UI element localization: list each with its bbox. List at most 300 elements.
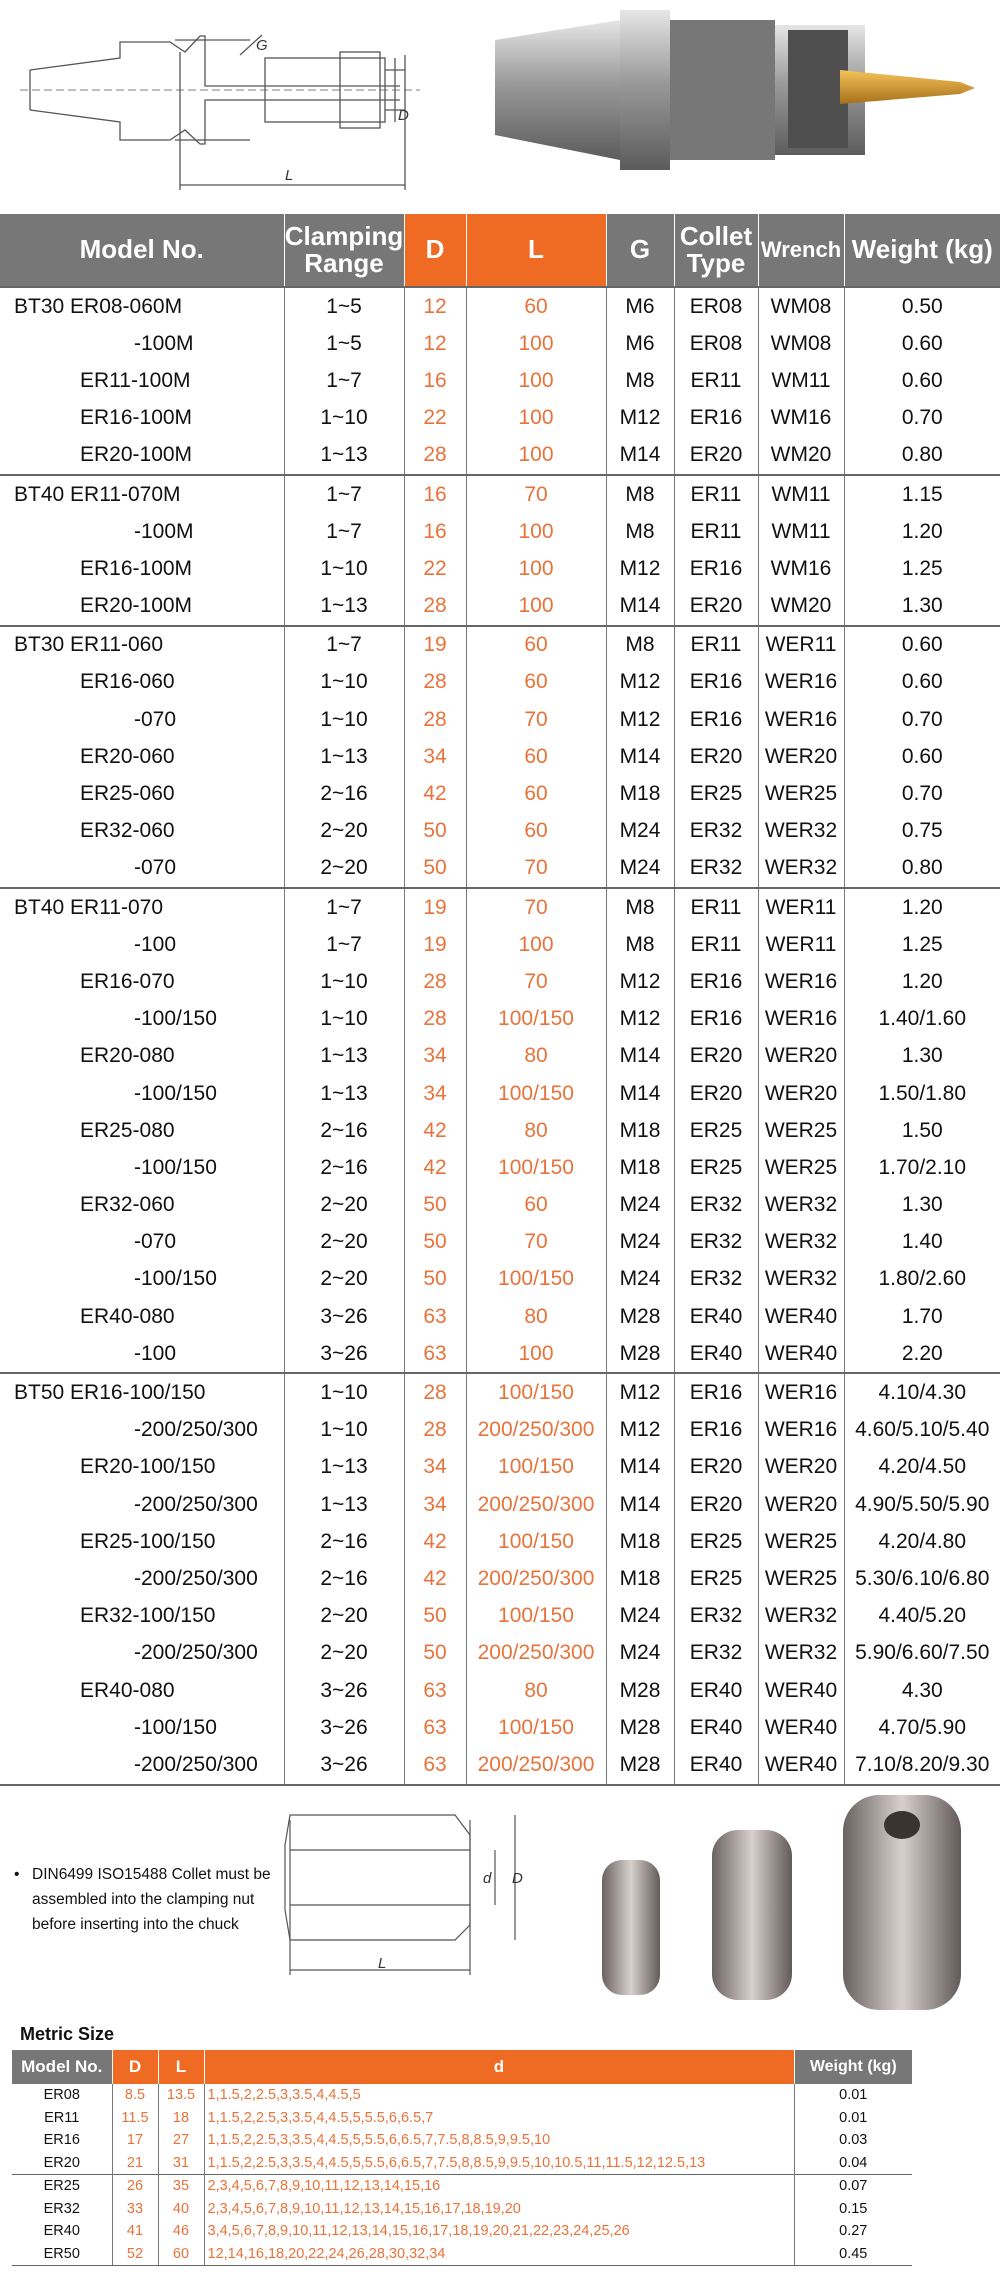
- metric-L-cell: 31: [158, 2152, 204, 2175]
- metric-col-d: d: [204, 2050, 794, 2084]
- g-cell: M28: [606, 1672, 674, 1709]
- weight-cell: 0.50: [844, 287, 1000, 325]
- d-cell: 63: [404, 1672, 466, 1709]
- g-cell: M8: [606, 362, 674, 399]
- g-cell: M24: [606, 1187, 674, 1224]
- g-cell: M24: [606, 813, 674, 850]
- g-cell: M24: [606, 1261, 674, 1298]
- clamping-range-cell: 3~26: [284, 1335, 404, 1373]
- model: -200/250/300: [0, 1635, 284, 1672]
- weight-cell: 5.30/6.10/6.80: [855, 1566, 990, 1590]
- clamping-range-cell: 1~5: [284, 287, 404, 325]
- wrench-cell: WER25: [758, 1149, 844, 1186]
- wrench-cell: WER25: [758, 775, 844, 812]
- collet-cell: ER32: [674, 1635, 758, 1672]
- clamping-range-cell: 2~16: [284, 775, 404, 812]
- model: ER40-080: [0, 1298, 284, 1335]
- collet-cell: ER08: [674, 325, 758, 362]
- d-cell: 28: [404, 701, 466, 738]
- weight-cell: 1.25: [901, 932, 943, 956]
- d-cell: 63: [404, 1746, 466, 1784]
- metric-row: [12, 2243, 912, 2266]
- model: BT40 ER11-070: [0, 888, 284, 926]
- l-cell: 60: [466, 738, 606, 775]
- d-cell: 28: [404, 1373, 466, 1411]
- metric-size-table: [12, 2050, 912, 2266]
- metric-row: [12, 2198, 912, 2221]
- l-cell: 100/150: [466, 1001, 606, 1038]
- collet-cell: ER20: [674, 437, 758, 475]
- metric-d-cell: 1,1.5,2,2.5,3,3.5,4,4.5,5: [204, 2084, 794, 2107]
- collet-cell: ER40: [674, 1746, 758, 1784]
- wrench-cell: WER32: [758, 1261, 844, 1298]
- weight-cell: 5.90/6.60/7.50: [855, 1641, 990, 1665]
- table-row: [0, 1598, 1000, 1635]
- table-row: [0, 550, 1000, 587]
- g-cell: M28: [606, 1746, 674, 1784]
- table-row: [0, 1038, 1000, 1075]
- weight-cell: 0.60: [901, 670, 943, 694]
- g-cell: M12: [606, 1001, 674, 1038]
- d-cell: 50: [404, 1598, 466, 1635]
- weight-cell: 1.30: [901, 1193, 943, 1217]
- table-row: [0, 287, 1000, 325]
- d-cell: 16: [404, 475, 466, 513]
- table-row: [0, 926, 1000, 963]
- d-cell: 42: [404, 1560, 466, 1597]
- metric-model-cell: ER32: [12, 2198, 112, 2221]
- g-cell: M24: [606, 850, 674, 888]
- l-cell: 60: [466, 1187, 606, 1224]
- chuck-drawing: [0, 0, 1000, 212]
- d-cell: 12: [404, 287, 466, 325]
- g-cell: M14: [606, 1486, 674, 1523]
- g-cell: M24: [606, 1598, 674, 1635]
- clamping-range-cell: 1~7: [284, 888, 404, 926]
- col-clamping-label-1: Clamping: [284, 220, 404, 251]
- wrench-cell: WER32: [758, 1224, 844, 1261]
- table-header-row: [0, 214, 1000, 287]
- wrench-cell: WER40: [758, 1746, 844, 1784]
- g-cell: M24: [606, 1224, 674, 1261]
- weight-cell: 0.60: [901, 368, 943, 392]
- l-cell: 70: [466, 701, 606, 738]
- model: -200/250/300: [0, 1746, 284, 1784]
- metric-model-cell: ER16: [12, 2129, 112, 2152]
- metric-L-cell: 40: [158, 2198, 204, 2221]
- metric-L-cell: 13.5: [158, 2084, 204, 2107]
- drawing-label-g: G: [256, 37, 268, 54]
- collet-cell: ER16: [674, 1412, 758, 1449]
- l-cell: 100: [466, 437, 606, 475]
- wrench-cell: WM11: [758, 362, 844, 399]
- col-wrench: Wrench: [758, 214, 844, 287]
- header-illustrations: [0, 0, 1000, 212]
- clamping-range-cell: 2~20: [284, 813, 404, 850]
- table-row: [0, 1187, 1000, 1224]
- table-row: [0, 813, 1000, 850]
- model: -100/150: [0, 1149, 284, 1186]
- weight-cell: 1.20: [901, 519, 943, 543]
- g-cell: M8: [606, 888, 674, 926]
- wrench-cell: WM16: [758, 400, 844, 437]
- clamping-range-cell: 1~10: [284, 400, 404, 437]
- weight-cell: 4.10/4.30: [844, 1373, 1000, 1411]
- metric-weight-cell: 0.15: [839, 2200, 868, 2217]
- wrench-cell: WER20: [758, 1486, 844, 1523]
- model: ER16-070: [0, 963, 284, 1000]
- weight-cell: 1.30: [901, 594, 943, 618]
- table-row: [0, 888, 1000, 926]
- weight-cell: 0.60: [901, 331, 943, 355]
- d-cell: 63: [404, 1298, 466, 1335]
- clamping-range-cell: 1~10: [284, 1412, 404, 1449]
- l-cell: 200/250/300: [466, 1746, 606, 1784]
- model: -100/150: [0, 1001, 284, 1038]
- weight-cell: 1.70: [901, 1304, 943, 1328]
- wrench-cell: WER40: [758, 1335, 844, 1373]
- clamping-range-cell: 1~7: [284, 475, 404, 513]
- weight-cell: 0.75: [901, 819, 943, 843]
- wrench-cell: WER16: [758, 701, 844, 738]
- g-cell: M14: [606, 588, 674, 626]
- table-row: [0, 1523, 1000, 1560]
- table-row: [0, 1412, 1000, 1449]
- g-cell: M28: [606, 1335, 674, 1373]
- l-cell: 80: [466, 1298, 606, 1335]
- g-cell: M12: [606, 1373, 674, 1411]
- col-collet-label-1: Collet: [679, 220, 753, 251]
- metric-L-cell: 60: [158, 2243, 204, 2266]
- model: ER16-100M: [0, 400, 284, 437]
- metric-d-cell: 2,3,4,5,6,7,8,9,10,11,12,13,14,15,16: [204, 2175, 794, 2198]
- wrench-cell: WER20: [758, 1075, 844, 1112]
- weight-cell: 0.70: [901, 406, 943, 430]
- metric-weight-cell: 0.03: [839, 2132, 868, 2149]
- d-cell: 34: [404, 738, 466, 775]
- table-row: [0, 437, 1000, 475]
- metric-row: [12, 2152, 912, 2175]
- clamping-range-cell: 1~13: [284, 1449, 404, 1486]
- d-cell: 34: [404, 1038, 466, 1075]
- g-cell: M28: [606, 1709, 674, 1746]
- l-cell: 80: [466, 1112, 606, 1149]
- clamping-range-cell: 1~10: [284, 550, 404, 587]
- d-cell: 12: [404, 325, 466, 362]
- metric-D-cell: 26: [112, 2175, 158, 2198]
- l-cell: 100: [466, 550, 606, 587]
- col-collet-type: [674, 214, 758, 287]
- collet-cell: ER20: [674, 1449, 758, 1486]
- weight-cell: 1.40/1.60: [878, 1007, 967, 1031]
- collet-note: [14, 1862, 294, 1937]
- collet-label-D: D: [512, 1870, 523, 1887]
- model: -100/150: [0, 1261, 284, 1298]
- table-row: [0, 850, 1000, 888]
- collet-cell: ER25: [674, 1112, 758, 1149]
- collet-cell: ER25: [674, 1560, 758, 1597]
- model: -200/250/300: [0, 1560, 284, 1597]
- collet-cell: ER20: [674, 588, 758, 626]
- clamping-range-cell: 2~16: [284, 1560, 404, 1597]
- metric-d-cell: 12,14,16,18,20,22,24,26,28,30,32,34: [204, 2243, 794, 2266]
- d-cell: 19: [404, 626, 466, 664]
- metric-weight-cell: 0.01: [839, 2087, 868, 2104]
- clamping-range-cell: 1~10: [284, 664, 404, 701]
- clamping-range-cell: 1~10: [284, 1373, 404, 1411]
- metric-L-cell: 46: [158, 2220, 204, 2243]
- drawing-label-l: L: [285, 167, 294, 184]
- g-cell: M8: [606, 513, 674, 550]
- g-cell: M18: [606, 1523, 674, 1560]
- collet-cell: ER16: [674, 550, 758, 587]
- g-cell: M14: [606, 738, 674, 775]
- clamping-range-cell: 1~13: [284, 738, 404, 775]
- d-cell: 16: [404, 513, 466, 550]
- g-cell: M12: [606, 963, 674, 1000]
- metric-weight-cell: 0.27: [839, 2223, 868, 2240]
- metric-D-cell: 52: [112, 2243, 158, 2266]
- col-d: D: [404, 214, 466, 287]
- table-row: [0, 475, 1000, 513]
- metric-col-model: Model No.: [12, 2050, 112, 2084]
- clamping-range-cell: 2~16: [284, 1523, 404, 1560]
- l-cell: 70: [466, 888, 606, 926]
- d-cell: 19: [404, 926, 466, 963]
- collet-cell: ER32: [674, 1187, 758, 1224]
- wrench-cell: WER20: [758, 1449, 844, 1486]
- model: ER20-080: [0, 1038, 284, 1075]
- table-row: [0, 775, 1000, 812]
- metric-row: [12, 2084, 912, 2107]
- g-cell: M6: [606, 287, 674, 325]
- l-cell: 200/250/300: [466, 1412, 606, 1449]
- metric-L-cell: 35: [158, 2175, 204, 2198]
- collet-cell: ER20: [674, 1038, 758, 1075]
- d-cell: 19: [404, 888, 466, 926]
- table-row: [0, 701, 1000, 738]
- model: ER40-080: [0, 1672, 284, 1709]
- table-row: [0, 738, 1000, 775]
- collet-photos: [602, 1795, 961, 2010]
- metric-model-cell: ER40: [12, 2220, 112, 2243]
- metric-d-cell: 1,1.5,2,2.5,3,3.5,4,4.5,5,5.5,6,6.5,7,7.5,8,8.5,9,9.5,10,10.5,11,11.5,12,12.5,13: [204, 2152, 794, 2175]
- wrench-cell: WER16: [758, 1373, 844, 1411]
- clamping-range-cell: 3~26: [284, 1672, 404, 1709]
- collet-cell: ER16: [674, 664, 758, 701]
- metric-d-cell: 2,3,4,5,6,7,8,9,10,11,12,13,14,15,16,17,18,19,20: [204, 2198, 794, 2221]
- table-row: [0, 1635, 1000, 1672]
- metric-model-cell: ER20: [12, 2152, 112, 2175]
- l-cell: 60: [466, 813, 606, 850]
- weight-cell: 4.70/5.90: [878, 1715, 967, 1739]
- clamping-range-cell: 1~10: [284, 963, 404, 1000]
- metric-weight-cell: 0.01: [839, 2109, 868, 2126]
- g-cell: M18: [606, 1112, 674, 1149]
- g-cell: M14: [606, 1038, 674, 1075]
- weight-cell: 1.70/2.10: [878, 1155, 967, 1179]
- l-cell: 100: [466, 400, 606, 437]
- d-cell: 42: [404, 1112, 466, 1149]
- d-cell: 50: [404, 1187, 466, 1224]
- table-row: [0, 1672, 1000, 1709]
- model: ER25-100/150: [0, 1523, 284, 1560]
- table-row: [0, 325, 1000, 362]
- g-cell: M14: [606, 437, 674, 475]
- wrench-cell: WM20: [758, 588, 844, 626]
- weight-cell: 4.60/5.10/5.40: [855, 1418, 990, 1442]
- l-cell: 100: [466, 513, 606, 550]
- weight-cell: 0.60: [901, 744, 943, 768]
- clamping-range-cell: 2~16: [284, 1112, 404, 1149]
- l-cell: 80: [466, 1038, 606, 1075]
- model: ER16-060: [0, 664, 284, 701]
- table-row: [0, 1149, 1000, 1186]
- metric-col-L: L: [158, 2050, 204, 2084]
- wrench-cell: WER11: [758, 926, 844, 963]
- table-row: [0, 1335, 1000, 1373]
- col-g: G: [606, 214, 674, 287]
- collet-cell: ER16: [674, 400, 758, 437]
- metric-D-cell: 11.5: [112, 2107, 158, 2130]
- table-row: [0, 1224, 1000, 1261]
- collet-cell: ER32: [674, 1224, 758, 1261]
- g-cell: M12: [606, 1412, 674, 1449]
- metric-D-cell: 21: [112, 2152, 158, 2175]
- model: -200/250/300: [0, 1486, 284, 1523]
- l-cell: 100: [466, 325, 606, 362]
- d-cell: 28: [404, 963, 466, 1000]
- wrench-cell: WER16: [758, 963, 844, 1000]
- l-cell: 100: [466, 926, 606, 963]
- g-cell: M18: [606, 775, 674, 812]
- g-cell: M12: [606, 550, 674, 587]
- metric-weight-cell: 0.45: [794, 2243, 912, 2266]
- clamping-range-cell: 2~20: [284, 1261, 404, 1298]
- weight-cell: 1.15: [844, 475, 1000, 513]
- g-cell: M8: [606, 626, 674, 664]
- wrench-cell: WER40: [758, 1298, 844, 1335]
- metric-title: Metric Size: [20, 2024, 115, 2044]
- collet-cell: ER16: [674, 1001, 758, 1038]
- model: ER20-100/150: [0, 1449, 284, 1486]
- weight-cell: 0.70: [901, 782, 943, 806]
- model: -070: [0, 850, 284, 888]
- l-cell: 200/250/300: [466, 1560, 606, 1597]
- l-cell: 70: [466, 963, 606, 1000]
- metric-row: [12, 2220, 912, 2243]
- wrench-cell: WER16: [758, 1001, 844, 1038]
- wrench-cell: WM16: [758, 550, 844, 587]
- l-cell: 70: [466, 1224, 606, 1261]
- table-row: [0, 1298, 1000, 1335]
- d-cell: 50: [404, 1635, 466, 1672]
- d-cell: 42: [404, 775, 466, 812]
- l-cell: 70: [466, 475, 606, 513]
- weight-cell: 1.30: [901, 1044, 943, 1068]
- clamping-range-cell: 3~26: [284, 1298, 404, 1335]
- l-cell: 60: [466, 775, 606, 812]
- l-cell: 100/150: [466, 1449, 606, 1486]
- d-cell: 28: [404, 588, 466, 626]
- collet-cell: ER11: [674, 888, 758, 926]
- d-cell: 63: [404, 1709, 466, 1746]
- model: ER32-060: [0, 813, 284, 850]
- l-cell: 200/250/300: [466, 1486, 606, 1523]
- collet-cell: ER11: [674, 362, 758, 399]
- weight-cell: 7.10/8.20/9.30: [844, 1746, 1000, 1784]
- collet-cell: ER40: [674, 1709, 758, 1746]
- model: ER32-100/150: [0, 1598, 284, 1635]
- clamping-range-cell: 1~13: [284, 437, 404, 475]
- weight-cell: 1.50: [901, 1118, 943, 1142]
- g-cell: M8: [606, 475, 674, 513]
- collet-cell: ER32: [674, 850, 758, 888]
- col-collet-label-2: Type: [686, 248, 746, 278]
- collet-cell: ER08: [674, 287, 758, 325]
- product-photo: [495, 10, 975, 170]
- wrench-cell: WER32: [758, 1598, 844, 1635]
- g-cell: M14: [606, 1075, 674, 1112]
- l-cell: 70: [466, 850, 606, 888]
- metric-model-cell: ER08: [12, 2084, 112, 2107]
- model: -070: [0, 1224, 284, 1261]
- d-cell: 28: [404, 1412, 466, 1449]
- model: -100/150: [0, 1075, 284, 1112]
- collet-cell: ER11: [674, 626, 758, 664]
- table-row: [0, 1373, 1000, 1411]
- weight-cell: 4.20/4.80: [878, 1529, 967, 1553]
- col-model: Model No.: [0, 214, 284, 287]
- wrench-cell: WER32: [758, 1635, 844, 1672]
- clamping-range-cell: 2~20: [284, 850, 404, 888]
- collet-cell: ER32: [674, 1261, 758, 1298]
- l-cell: 100/150: [466, 1523, 606, 1560]
- d-cell: 42: [404, 1149, 466, 1186]
- metric-L-cell: 18: [158, 2107, 204, 2130]
- metric-L-cell: 27: [158, 2129, 204, 2152]
- metric-col-D: D: [112, 2050, 158, 2084]
- clamping-range-cell: 3~26: [284, 1709, 404, 1746]
- d-cell: 50: [404, 1224, 466, 1261]
- clamping-range-cell: 2~20: [284, 1598, 404, 1635]
- l-cell: 100/150: [466, 1598, 606, 1635]
- wrench-cell: WER25: [758, 1560, 844, 1597]
- clamping-range-cell: 1~7: [284, 513, 404, 550]
- collet-cell: ER25: [674, 1149, 758, 1186]
- weight-cell: 0.80: [901, 443, 943, 467]
- wrench-cell: WER25: [758, 1112, 844, 1149]
- g-cell: M24: [606, 1635, 674, 1672]
- collet-cell: ER20: [674, 738, 758, 775]
- weight-cell: 1.40: [901, 1230, 943, 1254]
- metric-D-cell: 17: [112, 2129, 158, 2152]
- collet-cell: ER32: [674, 813, 758, 850]
- g-cell: M14: [606, 1449, 674, 1486]
- collet-cell: ER11: [674, 513, 758, 550]
- col-clamping-range: [284, 214, 404, 287]
- g-cell: M6: [606, 325, 674, 362]
- col-weight: Weight (kg): [844, 214, 1000, 287]
- clamping-range-cell: 1~5: [284, 325, 404, 362]
- table-row: [0, 1486, 1000, 1523]
- model: ER11-100M: [0, 362, 284, 399]
- table-row: [0, 1560, 1000, 1597]
- wrench-cell: WER11: [758, 888, 844, 926]
- note-text: DIN6499 ISO15488 Collet must be assembled into the clamping nut before inserting into the chuck: [32, 1866, 271, 1933]
- model: ER20-100M: [0, 437, 284, 475]
- l-cell: 60: [466, 287, 606, 325]
